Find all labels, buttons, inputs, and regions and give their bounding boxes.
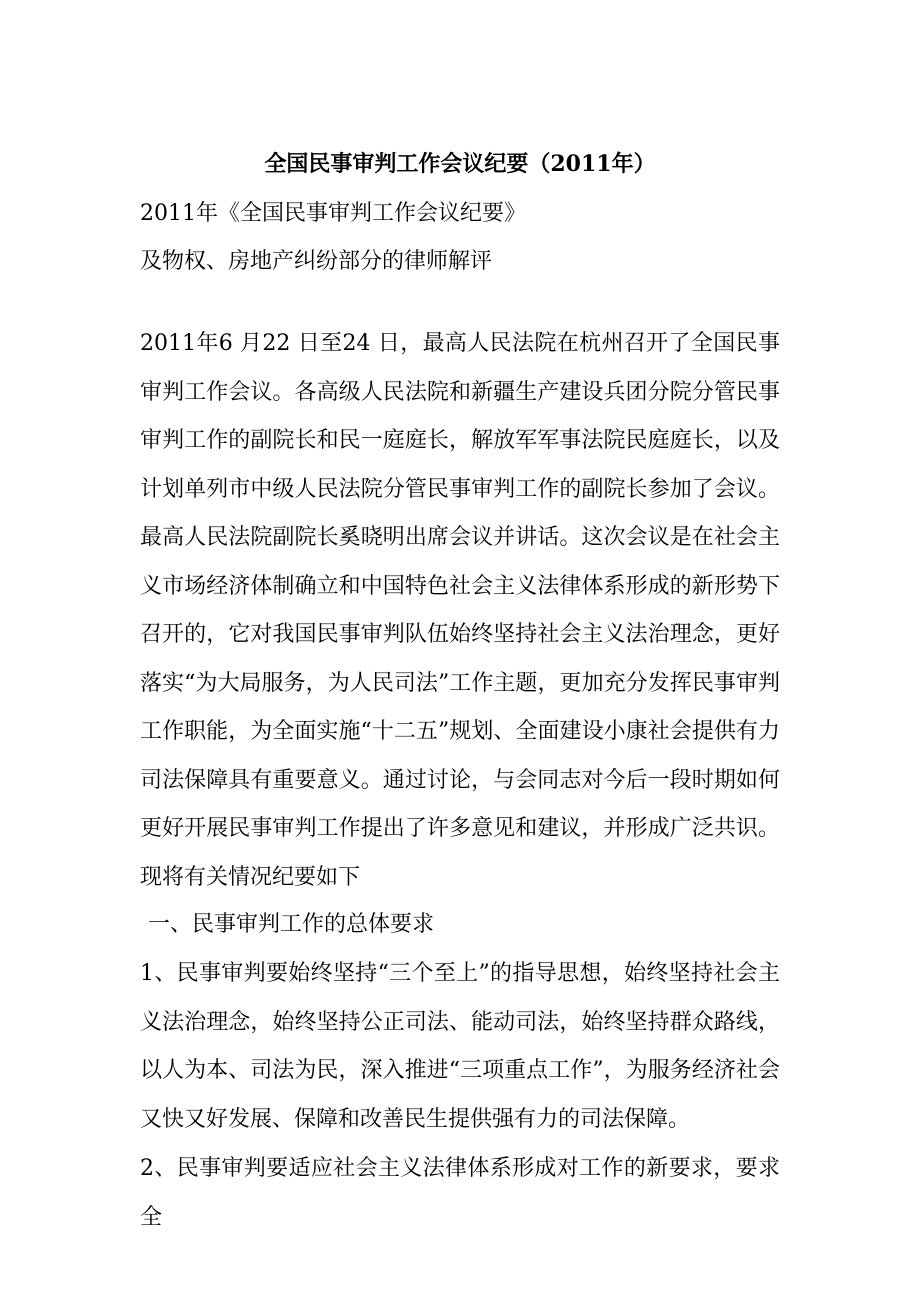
section-heading: 一、民事审判工作的总体要求: [148, 912, 435, 937]
document-subtitle-line2: 及物权、房地产纠纷部分的律师解评: [140, 249, 493, 274]
intro-paragraph: 2011年6 月22 日至24 日，最高人民法院在杭州召开了全国民事审判工作会议。各高级人民法院和新疆生产建设兵团分院分管民事审判工作的副院长和民一庭庭长，解放军军事法院民庭庭长，以及计划单列市中级人民法院分管民事审判工作的副院长参加了会议。最高人民法院副院长奚晓明出席会议并讲话。这次会议是在社会主义市场经济体制确立和中国特色社会主义法律体系形成的新形势下召开的，它对我国民事审判队伍始终坚持社会主义法治理念，更好落实“为大局服务，为人民司法”工作主题，更加充分发挥民事审判工作职能，为全面实施“十二五”规划、全面建设小康社会提供有力司法保障具有重要意义。通过讨论，与会同志对今后一段时期如何更好开展民事审判工作提出了许多意见和建议，并形成广泛共识。现将有关情况纪要如下: [140, 331, 780, 890]
list-item-2: 2、民事审判要适应社会主义法律体系形成对工作的新要求，要求全: [140, 1156, 780, 1230]
document-title: 全国民事审判工作会议纪要（2011年）: [264, 151, 656, 177]
document-subtitle-line1: 2011年《全国民事审判工作会议纪要》: [140, 201, 526, 226]
list-item-1: 1、民事审判要始终坚持“三个至上”的指导思想，始终坚持社会主义法治理念，始终坚持公正司法、能动司法，始终坚持群众路线，以人为本、司法为民，深入推进“三项重点工作”，为服务经济社会又快又好发展、保障和改善民生提供强有力的司法保障。: [140, 961, 780, 1132]
